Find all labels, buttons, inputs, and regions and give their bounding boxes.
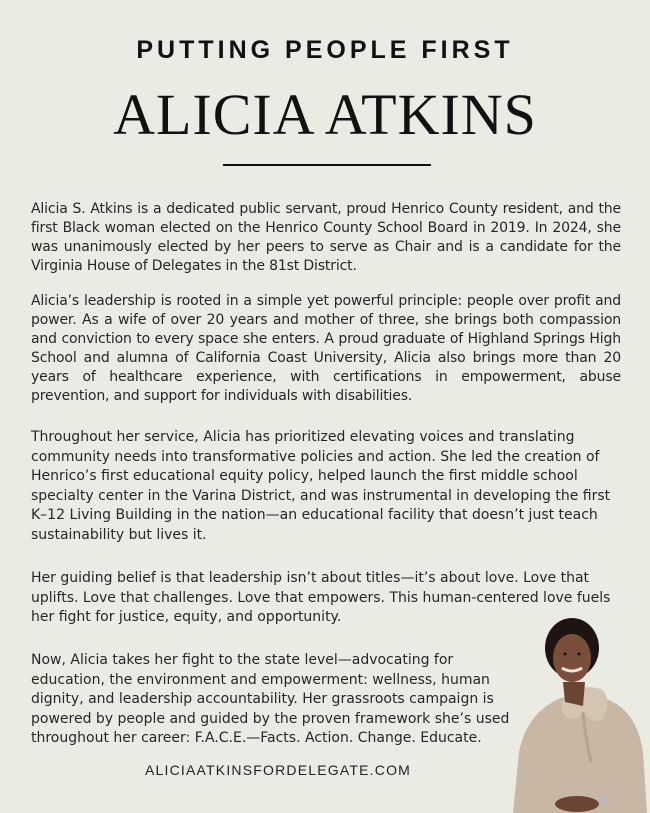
title-divider <box>223 164 431 166</box>
bio-paragraph-4: Her guiding belief is that leadership isn’t about titles—it’s about love. Love that uplifts. Love that challenges. Love that empowers. This human-centered love fuels her fight for justice, equity, and opportunity. <box>31 570 611 625</box>
candidate-name: ALICIA ATKINS <box>113 82 537 147</box>
bio-paragraph-2: Alicia’s leadership is rooted in a simple yet powerful principle: people over profit and power. As a wife of over 20 years and mother of three, she brings both compassion and conviction to every space she enters. A proud graduate of Highland Springs High School and alumna of California Coast University, Alicia also brings more than 20 years of healthcare experience, with certifications in empowerment, abuse prevention, and support for individuals with disabilities. <box>31 293 621 404</box>
bio-paragraph-1: Alicia S. Atkins is a dedicated public servant, proud Henrico County resident, and the first Black woman elected on the Henrico County School Board in 2019. In 2024, she was unanimously elected by her peers to serve as Chair and is a candidate for the Virginia House of Delegates in the 81st District. <box>31 201 621 274</box>
website-link[interactable]: ALICIAATKINSFORDELEGATE.COM <box>145 762 412 778</box>
eyebrow-heading: PUTTING PEOPLE FIRST <box>136 36 514 64</box>
candidate-portrait <box>505 612 650 813</box>
bio-paragraph-3: Throughout her service, Alicia has prioritized elevating voices and translating community needs into transformative policies and action. She led the creation of Henrico’s first educational equity policy, helped launch the first middle school specialty center in the Varina District, and was instrumental in developing the first K–12 Living Building in the nation—an educational facility that doesn’t just teach sustainability but lives it. <box>31 429 611 543</box>
bio-paragraph-5: Now, Alicia takes her fight to the state level—advocating for education, the environment and empowerment: wellness, human dignity, and leadership accountability. Her grassroots campaign is powered by people and guided by the proven framework she’s used throughout her career: F.A.C.E.—Facts. Action. Change. Educate. <box>31 652 510 746</box>
